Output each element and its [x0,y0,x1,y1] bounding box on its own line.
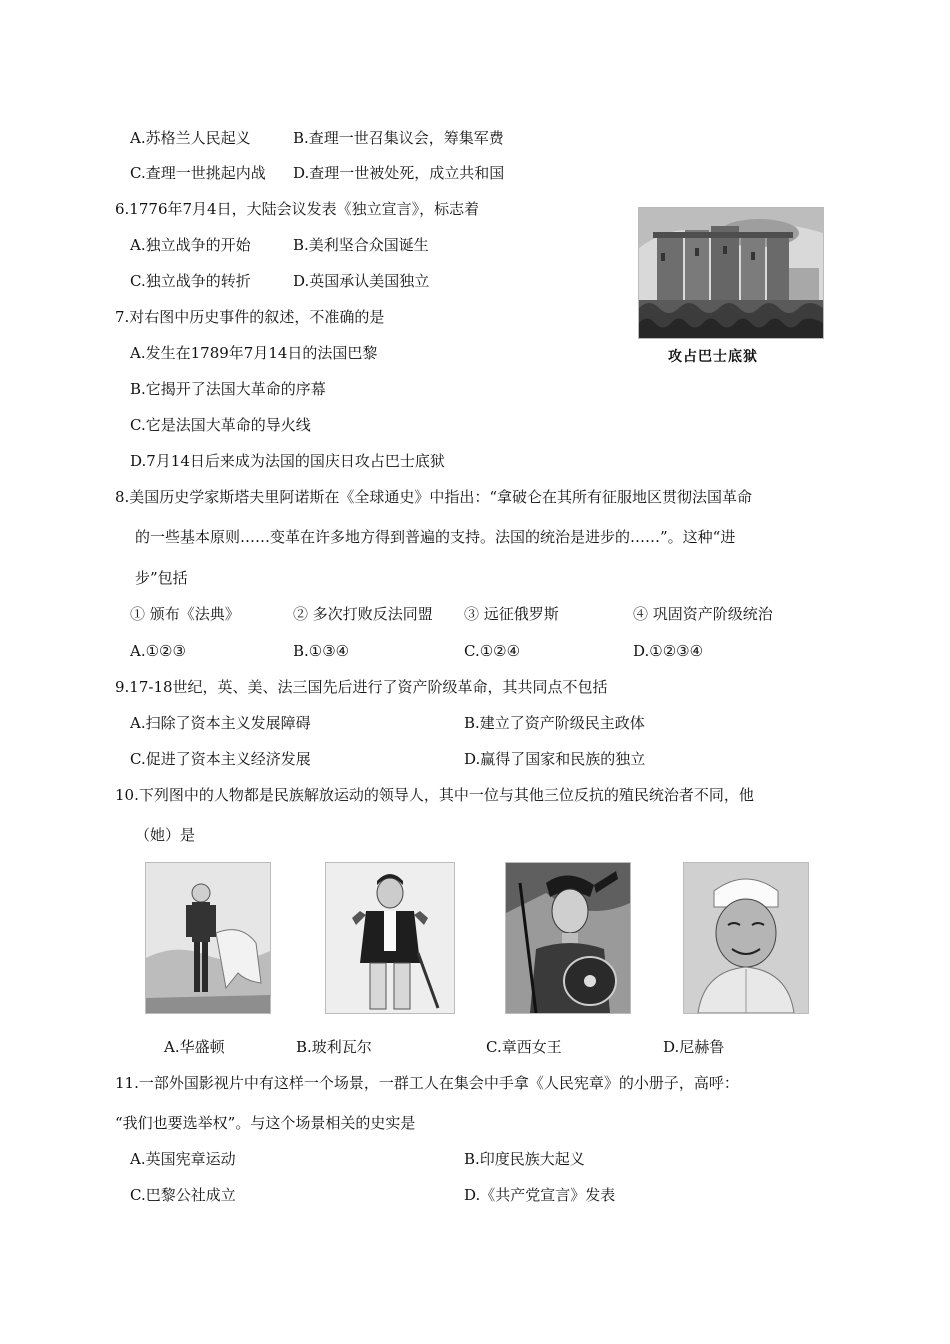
q6-option-d: D.英国承认美国独立 [293,272,430,290]
portrait-washington [145,862,271,1014]
q8-item-2: ② 多次打败反法同盟 [293,605,433,623]
q10-stem-line-2: （她）是 [135,826,196,844]
q9-option-c: C.促进了资本主义经济发展 [130,750,311,768]
q10-option-a: A.华盛顿 [164,1038,225,1056]
q8-stem-line-3: 步”包括 [135,569,188,587]
bastille-illustration-icon [639,208,823,338]
q8-item-4: ④ 巩固资产阶级统治 [633,605,773,623]
q8-option-c: C.①②④ [464,642,521,660]
portrait-rani-of-jhansi [505,862,631,1014]
q6-option-c: C.独立战争的转折 [130,272,251,290]
q7-stem: 7.对右图中历史事件的叙述，不准确的是 [115,308,385,326]
q6-option-a: A.独立战争的开始 [130,236,251,254]
rani-portrait-icon [506,863,630,1013]
q8-item-3: ③ 远征俄罗斯 [464,605,559,623]
q8-stem-line-1: 8.美国历史学家斯塔夫里阿诺斯在《全球通史》中指出：“拿破仑在其所有征服地区贯彻法国革命 [115,488,752,506]
q5-option-b: B.查理一世召集议会，筹集军费 [293,129,504,147]
q10-option-d: D.尼赫鲁 [663,1038,725,1056]
q7-option-a: A.发生在1789年7月14日的法国巴黎 [130,344,378,362]
q11-option-c: C.巴黎公社成立 [130,1186,236,1204]
bastille-figure [638,207,824,339]
q10-option-b: B.玻利瓦尔 [296,1038,372,1056]
q7-option-d: D.7月14日后来成为法国的国庆日攻占巴士底狱 [130,452,445,470]
q5-option-d: D.查理一世被处死，成立共和国 [293,164,505,182]
q9-option-b: B.建立了资产阶级民主政体 [464,714,645,732]
q11-stem-line-2: “我们也要选举权”。与这个场景相关的史实是 [115,1114,416,1132]
q5-option-c: C.查理一世挑起内战 [130,164,266,182]
q7-option-c: C.它是法国大革命的导火线 [130,416,311,434]
washington-portrait-icon [146,863,270,1013]
q10-stem-line-1: 10.下列图中的人物都是民族解放运动的领导人，其中一位与其他三位反抗的殖民统治者不同，他 [115,786,754,804]
q5-option-a: A.苏格兰人民起义 [130,129,251,147]
q11-option-a: A.英国宪章运动 [130,1150,236,1168]
q8-item-1: ① 颁布《法典》 [130,605,240,623]
q10-option-c: C.章西女王 [486,1038,562,1056]
q9-option-a: A.扫除了资本主义发展障碍 [130,714,311,732]
bolivar-portrait-icon [326,863,454,1013]
portrait-nehru [683,862,809,1014]
q8-option-d: D.①②③④ [633,642,704,660]
q8-stem-line-2: 的一些基本原则……变革在许多地方得到普遍的支持。法国的统治是进步的……”。这种“进 [135,528,736,546]
q8-option-a: A.①②③ [130,642,186,660]
q9-stem: 9.17-18世纪，英、美、法三国先后进行了资产阶级革命，其共同点不包括 [115,678,608,696]
q6-stem: 6.1776年7月4日，大陆会议发表《独立宣言》，标志着 [115,200,480,218]
nehru-portrait-icon [684,863,808,1013]
q8-option-b: B.①③④ [293,642,350,660]
q11-option-b: B.印度民族大起义 [464,1150,585,1168]
q11-stem-line-1: 11.一部外国影视片中有这样一个场景，一群工人在集会中手拿《人民宪章》的小册子，高呼： [115,1074,739,1092]
q6-option-b: B.美利坚合众国诞生 [293,236,429,254]
portrait-bolivar [325,862,455,1014]
q11-option-d: D.《共产党宣言》发表 [464,1186,616,1204]
bastille-figure-caption: 攻占巴士底狱 [668,349,758,365]
q7-option-b: B.它揭开了法国大革命的序幕 [130,380,326,398]
q9-option-d: D.赢得了国家和民族的独立 [464,750,646,768]
